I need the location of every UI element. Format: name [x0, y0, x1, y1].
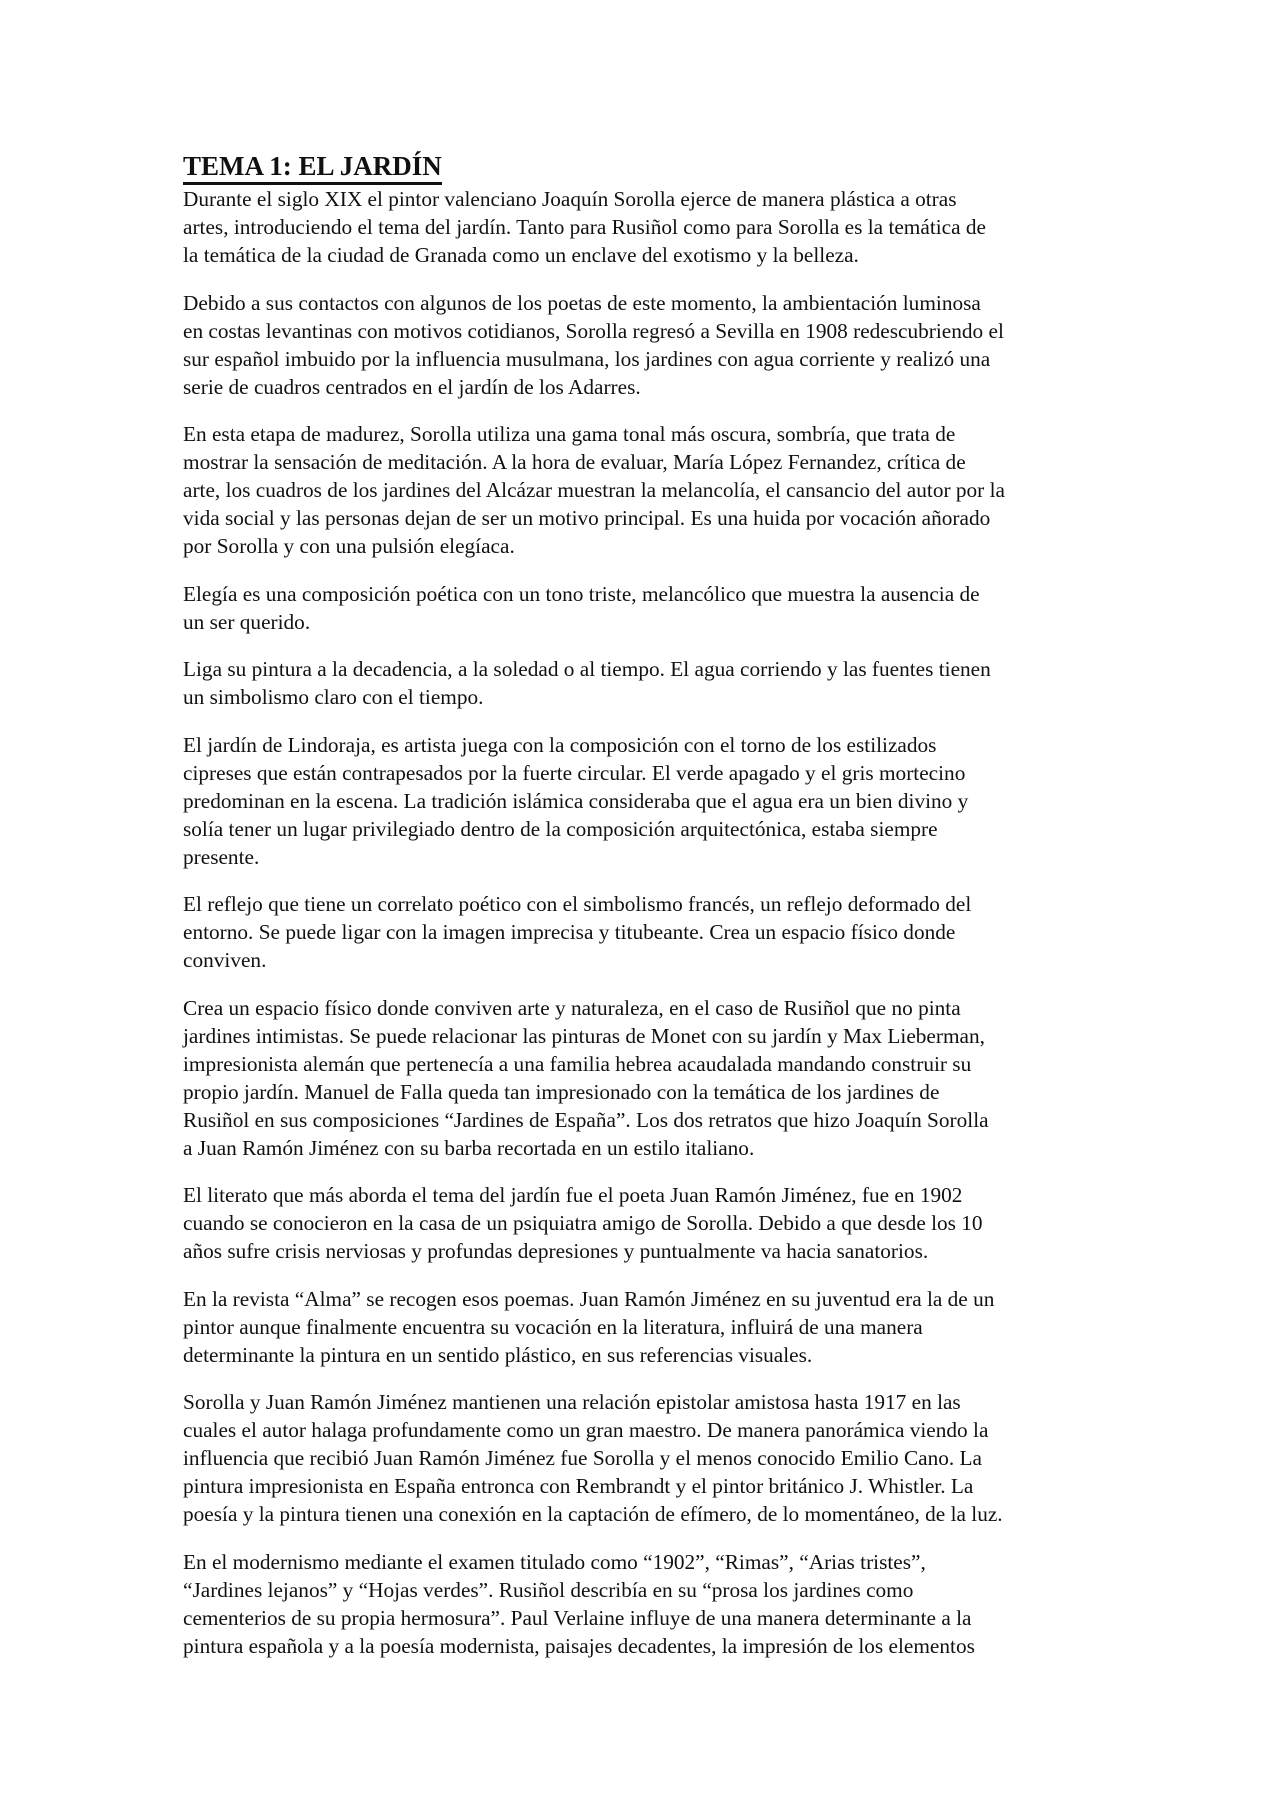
- text-line: la temática de la ciudad de Granada como un enclave del exotismo y la belleza.: [183, 243, 859, 267]
- text-line: Debido a sus contactos con algunos de los poetas de este momento, la ambientación luminosa: [183, 290, 981, 315]
- text-line: sur español imbuido por la influencia musulmana, los jardines con agua corriente y realizó una: [183, 346, 991, 371]
- paragraph: [183, 1388, 1113, 1528]
- text-line: El literato que más aborda el tema del jardín fue el poeta Juan Ramón Jiménez, fue en 1902: [183, 1183, 963, 1207]
- text-line: cipreses que están contrapesados por la fuerte circular. El verde apagado y el gris mortecino: [183, 760, 966, 785]
- text-line: entorno. Se puede ligar con la imagen imprecisa y titubeante. Crea un espacio físico donde: [183, 920, 956, 944]
- text-line: solía tener un lugar privilegiado dentro de la composición arquitectónica, estaba siempre: [183, 816, 938, 841]
- text-line: presente.: [183, 844, 260, 869]
- paragraph: [183, 731, 1113, 871]
- paragraph: [183, 655, 1113, 711]
- paragraph: [183, 994, 1113, 1162]
- text-line: Liga su pintura a la decadencia, a la soledad o al tiempo. El agua corriendo y las fuentes tienen: [183, 657, 991, 681]
- text-line: años sufre crisis nerviosas y profundas depresiones y puntualmente va hacia sanatorios.: [183, 1239, 929, 1263]
- text-line: vida social y las personas dejan de ser un motivo principal. Es una huida por vocación añorado: [183, 506, 991, 530]
- text-line: Durante el siglo XIX el pintor valenciano Joaquín Sorolla ejerce de manera plástica a otras: [183, 187, 957, 211]
- document-page: [183, 150, 1113, 1679]
- text-line: En la revista “Alma” se recogen esos poemas. Juan Ramón Jiménez en su juventud era la de un: [183, 1286, 995, 1311]
- document-title: TEMA 1: EL JARDÍN: [183, 150, 442, 185]
- text-line: a Juan Ramón Jiménez con su barba recortada en un estilo italiano.: [183, 1135, 755, 1160]
- text-line: por Sorolla y con una pulsión elegíaca.: [183, 534, 515, 558]
- text-line: cuando se conocieron en la casa de un psiquiatra amigo de Sorolla. Debido a que desde los 10: [183, 1211, 983, 1235]
- text-line: pintura impresionista en España entronca con Rembrandt y el pintor británico J. Whistler. La: [183, 1474, 974, 1498]
- paragraph: [183, 289, 1113, 401]
- text-line: jardines intimistas. Se puede relacionar las pinturas de Monet con su jardín y Max Lieberman,: [183, 1023, 985, 1048]
- text-line: cuales el autor halaga profundamente como un gran maestro. De manera panorámica viendo la: [183, 1418, 989, 1442]
- text-line: conviven.: [183, 948, 267, 972]
- text-line: pintura española y a la poesía modernista, paisajes decadentes, la impresión de los elementos: [183, 1633, 975, 1658]
- text-line: serie de cuadros centrados en el jardín de los Adarres.: [183, 374, 641, 399]
- text-line: El reflejo que tiene un correlato poético con el simbolismo francés, un reflejo deformado del: [183, 892, 972, 916]
- text-line: mostrar la sensación de meditación. A la hora de evaluar, María López Fernandez, crítica de: [183, 450, 966, 474]
- paragraph: [183, 185, 1113, 269]
- text-line: determinante la pintura en un sentido plástico, en sus referencias visuales.: [183, 1342, 813, 1367]
- text-line: predominan en la escena. La tradición islámica consideraba que el agua era un bien divino y: [183, 788, 969, 813]
- paragraph: [183, 420, 1113, 560]
- text-line: poesía y la pintura tienen una conexión en la captación de efímero, de lo momentáneo, de la luz.: [183, 1502, 1003, 1526]
- paragraph: [183, 580, 1113, 636]
- text-line: en costas levantinas con motivos cotidianos, Sorolla regresó a Sevilla en 1908 redescubriendo el: [183, 318, 1004, 343]
- text-line: un simbolismo claro con el tiempo.: [183, 685, 484, 709]
- text-line: influencia que recibió Juan Ramón Jiménez fue Sorolla y el menos conocido Emilio Cano. La: [183, 1446, 983, 1470]
- text-line: propio jardín. Manuel de Falla queda tan impresionado con la temática de los jardines de: [183, 1079, 940, 1104]
- text-line: Rusiñol en sus composiciones “Jardines de España”. Los dos retratos que hizo Joaquín Sorolla: [183, 1107, 989, 1132]
- text-line: Elegía es una composición poética con un tono triste, melancólico que muestra la ausencia de: [183, 581, 980, 606]
- text-line: En esta etapa de madurez, Sorolla utiliza una gama tonal más oscura, sombría, que trata de: [183, 422, 956, 446]
- text-line: un ser querido.: [183, 609, 311, 634]
- text-line: artes, introduciendo el tema del jardín. Tanto para Rusiñol como para Sorolla es la temática de: [183, 215, 986, 239]
- text-line: “Jardines lejanos” y “Hojas verdes”. Rusiñol describía en su “prosa los jardines como: [183, 1577, 914, 1602]
- paragraph: [183, 1181, 1113, 1265]
- text-line: impresionista alemán que pertenecía a una familia hebrea acaudalada mandando construir su: [183, 1051, 972, 1076]
- paragraph: [183, 890, 1113, 974]
- paragraph: [183, 1548, 1113, 1660]
- text-line: El jardín de Lindoraja, es artista juega con la composición con el torno de los estilizados: [183, 732, 937, 757]
- text-line: arte, los cuadros de los jardines del Alcázar muestran la melancolía, el cansancio del autor por la: [183, 478, 1005, 502]
- text-line: cementerios de su propia hermosura”. Paul Verlaine influye de una manera determinante a la: [183, 1605, 972, 1630]
- text-line: Sorolla y Juan Ramón Jiménez mantienen una relación epistolar amistosa hasta 1917 en las: [183, 1390, 961, 1414]
- document-body: [183, 185, 1113, 1660]
- text-line: Crea un espacio físico donde conviven arte y naturaleza, en el caso de Rusiñol que no pinta: [183, 995, 961, 1020]
- text-line: En el modernismo mediante el examen titulado como “1902”, “Rimas”, “Arias tristes”,: [183, 1549, 926, 1574]
- text-line: pintor aunque finalmente encuentra su vocación en la literatura, influirá de una manera: [183, 1314, 923, 1339]
- paragraph: [183, 1285, 1113, 1369]
